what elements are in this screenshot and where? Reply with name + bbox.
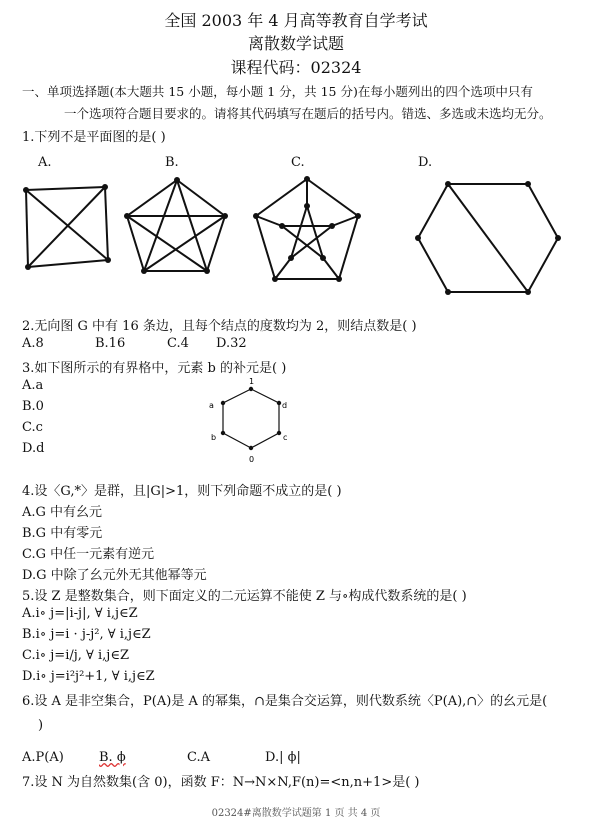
q6-option-c: C.A — [187, 750, 211, 765]
q2-option-b: B.16 — [95, 336, 126, 351]
q3-option-a: A.a — [22, 378, 44, 393]
q3-option-d: D.d — [22, 441, 45, 456]
q2-option-a: A.8 — [22, 336, 44, 351]
question-4-stem: 4.设〈G,*〉是群，且|G|>1，则下列命题不成立的是( ) — [22, 484, 342, 499]
q3-option-b: B.0 — [22, 399, 44, 414]
lattice-edges — [223, 389, 279, 448]
q6-option-b: B. ϕ — [99, 750, 126, 765]
graph-d — [403, 180, 563, 295]
q2-option-c: C.4 — [167, 336, 189, 351]
question-7-stem: 7.设 N 为自然数集(含 0)，函数 F：N→N×N,F(n)=<n,n+1>是( ) — [22, 775, 420, 790]
q4-option-d: D.G 中除了幺元外无其他幂等元 — [22, 568, 207, 583]
q4-option-c: C.G 中任一元素有逆元 — [22, 547, 155, 562]
q5-option-d: D.i∘ j=i²j²+1, ∀ i,j∈Z — [22, 669, 155, 684]
q3-option-c: C.c — [22, 420, 43, 435]
section-instruction-line1: 一、单项选择题(本大题共 15 小题，每小题 1 分，共 15 分)在每小题列出的四个选项中只有 — [22, 84, 533, 99]
graph-c-edges — [256, 179, 358, 279]
graph-d-edges — [418, 184, 558, 292]
q1-label-a: A. — [38, 155, 52, 170]
section-instruction-line2: 一个选项符合题目要求的。请将其代码填写在题后的括号内。错选、多选或未选均无分。 — [64, 106, 552, 121]
lattice-label-c: c — [283, 433, 288, 442]
q4-option-b: B.G 中有零元 — [22, 526, 103, 541]
question-1-stem: 1.下列不是平面图的是( ) — [22, 130, 166, 145]
q1-label-d: D. — [418, 155, 433, 170]
question-5-stem: 5.设 Z 是整数集合，则下面定义的二元运算不能使 Z 与∘构成代数系统的是( ) — [22, 589, 467, 604]
lattice-label-b: b — [211, 433, 217, 442]
question-2-stem: 2.无向图 G 中有 16 条边，且每个结点的度数均为 2，则结点数是( ) — [22, 319, 417, 334]
question-6-close: ) — [38, 718, 44, 733]
graph-a-edges — [26, 187, 108, 267]
lattice-label-bottom: 0 — [249, 455, 255, 464]
lattice-diagram — [205, 378, 295, 468]
graph-a — [20, 182, 120, 272]
q5-option-b: B.i∘ j=i · j-j², ∀ i,j∈Z — [22, 627, 151, 642]
q5-option-c: C.i∘ j=i/j, ∀ i,j∈Z — [22, 648, 129, 663]
q1-label-c: C. — [291, 155, 305, 170]
exam-title: 全国 2003 年 4 月高等教育自学考试 — [164, 11, 428, 30]
question-3-stem: 3.如下图所示的有界格中，元素 b 的补元是( ) — [22, 361, 287, 376]
course-code: 课程代码：02324 — [230, 58, 362, 77]
page-footer: 02324#离散数学试题第 1 页 共 4 页 — [211, 808, 381, 819]
question-6-stem: 6.设 A 是非空集合，P(A)是 A 的幂集，∩是集合交运算，则代数系统〈P(A),∩〉的幺元是( — [22, 694, 548, 709]
q6-option-a: A.P(A) — [22, 750, 64, 765]
q6-option-d: D.| ϕ| — [265, 750, 301, 765]
q4-option-a: A.G 中有幺元 — [22, 505, 103, 520]
q1-label-b: B. — [165, 155, 179, 170]
exam-subtitle: 离散数学试题 — [247, 34, 344, 53]
lattice-label-a: a — [209, 401, 214, 410]
q2-option-d: D.32 — [216, 336, 247, 351]
graph-b — [122, 176, 232, 276]
q5-option-a: A.i∘ j=|i-j|, ∀ i,j∈Z — [22, 606, 138, 621]
lattice-label-d: d — [282, 401, 288, 410]
graph-b-edges — [127, 180, 225, 271]
lattice-label-top: 1 — [249, 377, 255, 386]
graph-c — [252, 176, 362, 286]
